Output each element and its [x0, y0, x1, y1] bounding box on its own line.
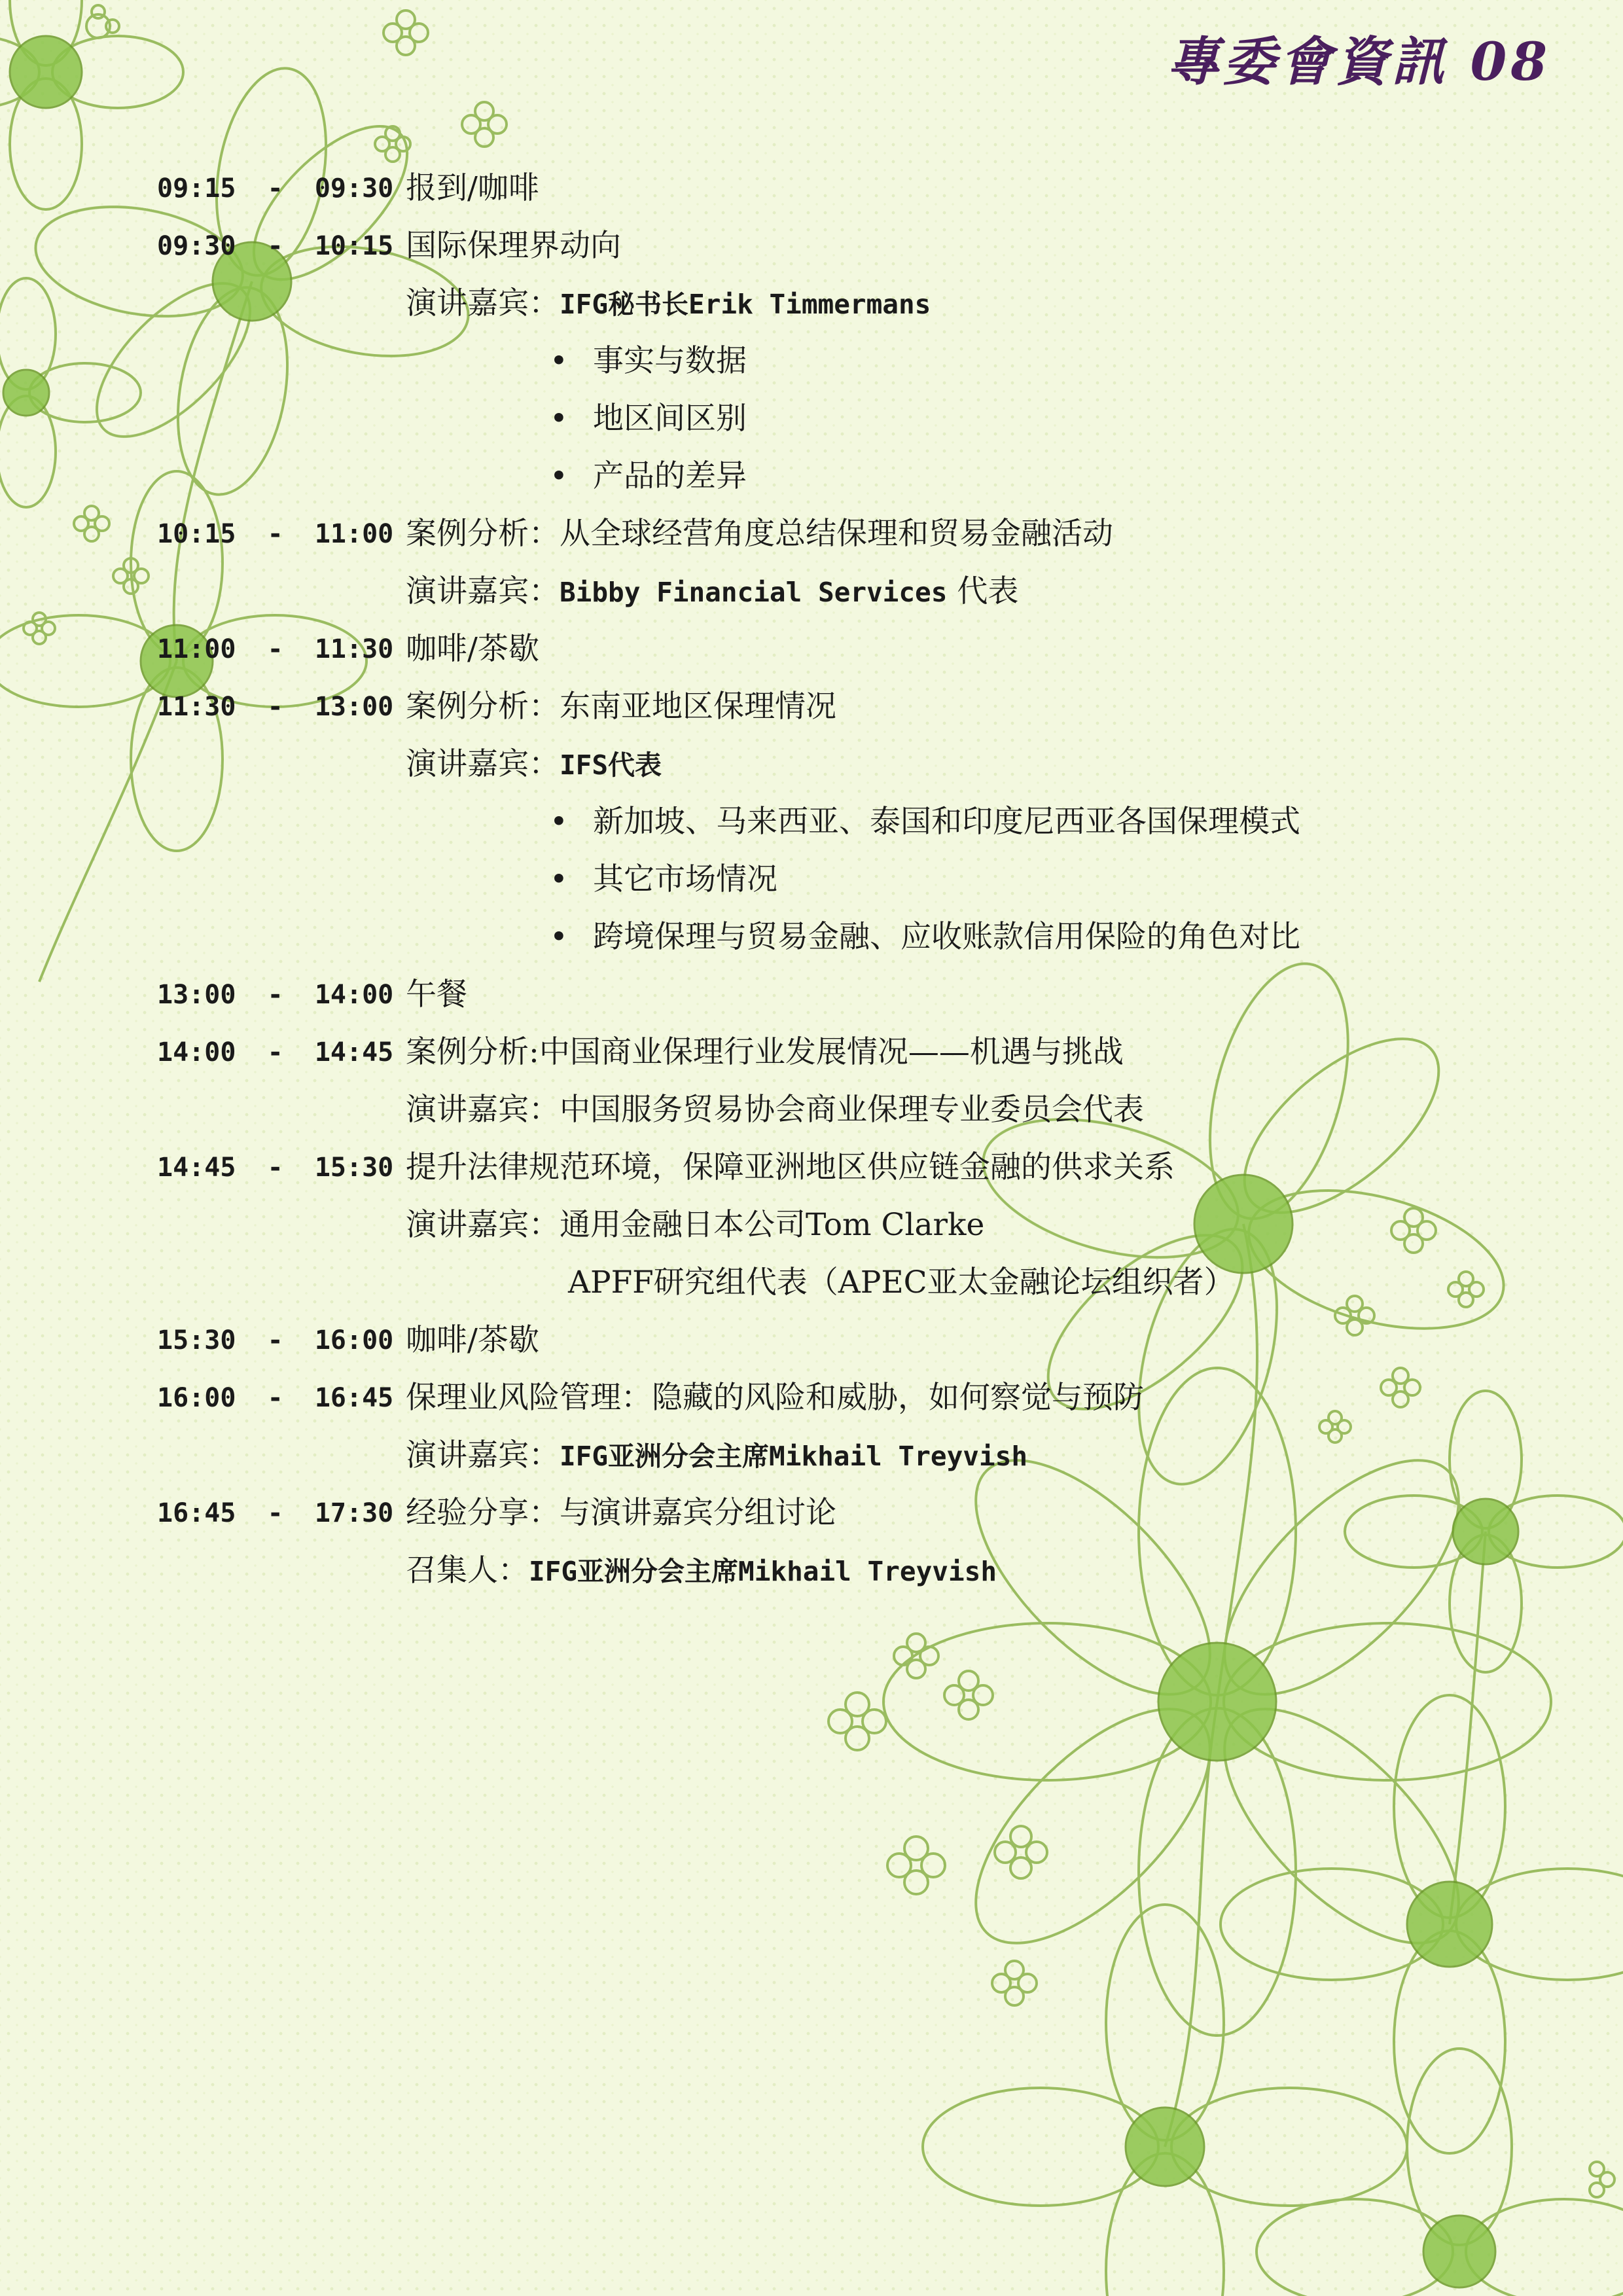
speaker-line	[406, 1545, 997, 1598]
time-range: 15:30 - 16:00	[157, 1325, 394, 1355]
session-title: 报到/咖啡	[406, 170, 539, 206]
session-title: 经验分享：与演讲嘉宾分组讨论	[406, 1495, 836, 1531]
time-range: 11:30 - 13:00	[157, 692, 394, 722]
speaker-label: 演讲嘉宾：	[406, 285, 560, 321]
bullet-item: • 地区间区别	[550, 401, 747, 437]
bullet-item: • 跨境保理与贸易金融、应收账款信用保险的角色对比	[550, 919, 1300, 955]
speaker-line	[406, 738, 662, 791]
header-title: 專委會資訊	[1166, 31, 1448, 92]
session-title: 保理业风险管理：隐藏的风险和威胁，如何察觉与预防	[406, 1380, 1144, 1416]
bullet-text: 事实与数据	[593, 343, 747, 379]
session-title: 国际保理界动向	[406, 228, 621, 264]
time-range: 14:45 - 15:30	[157, 1153, 394, 1183]
speaker-suffix: 代表	[947, 573, 1019, 609]
speaker-label: 演讲嘉宾：	[406, 746, 560, 782]
session-title: 提升法律规范环境，保障亚洲地区供应链金融的供求关系	[406, 1149, 1175, 1185]
session-title: 午餐	[406, 977, 467, 1013]
bullet-text: 产品的差异	[593, 458, 747, 494]
speaker-line	[406, 1199, 984, 1251]
session-title: 咖啡/茶歇	[406, 1322, 539, 1358]
speaker-name: 中国服务贸易协会商业保理专业委员会代表	[560, 1092, 1144, 1128]
time-range: 14:00 - 14:45	[157, 1037, 394, 1067]
speaker-name: IFS代表	[560, 749, 662, 781]
bullet-text: 地区间区别	[593, 401, 747, 437]
speaker-line	[406, 565, 1018, 619]
session-title: 咖啡/茶歇	[406, 631, 539, 667]
bullet-text: 新加坡、马来西亚、泰国和印度尼西亚各国保理模式	[593, 804, 1300, 840]
speaker-label: 演讲嘉宾：	[406, 1437, 560, 1473]
speaker-line	[406, 1084, 1144, 1136]
bullet-text: 跨境保理与贸易金融、应收账款信用保险的角色对比	[593, 919, 1300, 955]
speaker-name: IFG亚洲分会主席Mikhail Treyvish	[560, 1441, 1027, 1472]
session-title: 案例分析：从全球经营角度总结保理和贸易金融活动	[406, 516, 1113, 552]
session-title: 案例分析:中国商业保理行业发展情况——机遇与挑战	[406, 1034, 1124, 1070]
header-page-number: 08	[1470, 31, 1551, 92]
speaker-line	[406, 278, 931, 331]
speaker-line	[406, 1429, 1027, 1482]
time-range: 11:00 - 11:30	[157, 634, 394, 664]
session-title: 案例分析：东南亚地区保理情况	[406, 689, 836, 725]
speaker-name: Bibby Financial Services	[560, 577, 948, 608]
speaker-label: 演讲嘉宾：	[406, 1092, 560, 1128]
speaker-name-2: APFF研究组代表（APEC亚太金融论坛组织者）	[568, 1265, 1235, 1300]
time-range: 16:45 - 17:30	[157, 1498, 394, 1528]
speaker-label: 演讲嘉宾：	[406, 573, 560, 609]
time-range: 09:30 - 10:15	[157, 231, 394, 261]
speaker-label: 演讲嘉宾：	[406, 1207, 560, 1243]
bullet-item: • 新加坡、马来西亚、泰国和印度尼西亚各国保理模式	[550, 804, 1300, 840]
time-range: 10:15 - 11:00	[157, 519, 394, 549]
bullet-text: 其它市场情况	[593, 861, 777, 897]
speaker-name: IFG亚洲分会主席Mikhail Treyvish	[529, 1556, 997, 1587]
time-range: 16:00 - 16:45	[157, 1383, 394, 1413]
bullet-item: • 产品的差异	[550, 458, 747, 494]
bullet-item: • 其它市场情况	[550, 861, 777, 897]
time-range: 09:15 - 09:30	[157, 173, 394, 204]
bullet-item: • 事实与数据	[550, 343, 747, 379]
speaker-name: 通用金融日本公司Tom Clarke	[560, 1207, 985, 1243]
speaker-label: 召集人：	[406, 1552, 529, 1588]
speaker-name: IFG秘书长Erik Timmermans	[560, 289, 931, 320]
time-range: 13:00 - 14:00	[157, 980, 394, 1010]
